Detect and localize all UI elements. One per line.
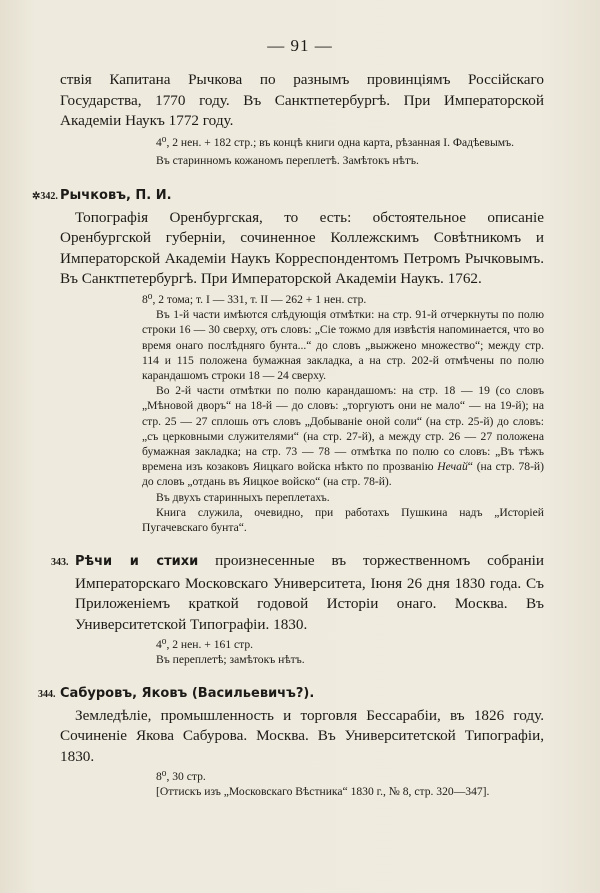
entry-physical-description: 4⁰, 2 нен. + 161 стр. <box>156 638 254 652</box>
entry-344 <box>38 684 544 800</box>
entry-heading <box>32 186 544 206</box>
entry-binding-note: Въ двухъ старинныхъ переплетахъ. <box>156 490 330 504</box>
entry-number: 344. <box>38 688 56 700</box>
entry-binding-note: Въ переплетѣ; замѣтокъ нѣтъ. <box>156 653 305 667</box>
entry-title <box>51 551 544 635</box>
entry-title: Топографія Оренбургская, то есть: обстоятельное описаніе Оренбургской губерніи, сочиненное Коллежскимъ Совѣтникомъ и Императорской Академіи Наукъ Корреспондентомъ Петромъ Рычковымъ. Въ Санктпетербургѣ. При Императорской Академіи Наукъ. 1762. <box>60 208 544 288</box>
entry-343 <box>51 551 544 667</box>
note-text-c: “ (на стр. 78-й) до словъ „отдань въ Яицкое войско“ (на стр. 78-й). <box>142 460 544 489</box>
entry-title-rest: произнесенные въ торжественномъ собраніи Императорскаго Московскаго Университета, Іюня 26 дня 1830 года. Съ Приложеніемъ краткой годовой Исторіи онаго. Москва. Въ Университетской Типографіи. 1830. <box>75 552 544 633</box>
entry-number: 343. <box>51 557 69 569</box>
note-text-emphasis: Нечай <box>437 460 468 474</box>
page-number: — 91 — <box>267 36 333 55</box>
entry-author: Рычковъ, П. И. <box>60 187 172 203</box>
entry-heading <box>38 684 544 704</box>
entry-title-continued: ствія Капитана Рычкова по разнымъ провинціямъ Россійскаго Государства, 1770 году. Въ Санктпетербургѣ. При Императорской Академіи Наукъ 1772 году. <box>60 71 544 129</box>
entry-binding-note: Въ старинномъ кожаномъ переплетѣ. Замѣтокъ нѣтъ. <box>156 153 419 167</box>
entry-author: Сабуровъ, Яковъ (Васильевичъ?). <box>60 685 315 701</box>
entry-note-part1: Въ 1-й части имѣются слѣдующія отмѣтки: на стр. 91-й отчеркнуты по полю строки 16 — 30 сверху, отъ словъ: „Сіе тожмо для извѣстія напоминается, что во время онаго послѣдняго бунта...“ до словъ „выжжено множество“; между стр. 114 и 115 положена бумажная закладка, а на стр. 202-й отмѣчены по полю карандашомъ строки 18 — 24 сверху. <box>142 308 544 382</box>
entry-physical-description: 8⁰, 2 тома; т. I — 331, т. II — 262 + 1 нен. стр. <box>142 292 367 306</box>
entry-342 <box>32 186 544 535</box>
entry-notes <box>142 292 544 535</box>
entry-physical-description: 4⁰, 2 нен. + 182 стр.; въ концѣ книги одна карта, рѣзанная І. Фадѣевымъ. <box>156 135 515 149</box>
entry-number: ✲342. <box>32 190 58 202</box>
entry-source-note: [Оттискъ изъ „Московскаго Вѣстника“ 1830 г., № 8, стр. 320—347]. <box>156 785 490 799</box>
entry-continuation <box>60 70 544 168</box>
entry-title: Земледѣліе, промышленность и торговля Бессарабіи, въ 1826 году. Сочиненіе Якова Сабурова. Москва. Въ Университетской Типографіи, 1830. <box>60 706 544 765</box>
entry-physical-description: 8⁰, 30 стр. <box>156 770 206 784</box>
entry-note-part2 <box>142 383 544 489</box>
entry-heading: Рѣчи и стихи <box>75 554 199 570</box>
note-text-a: Во 2-й части отмѣтки по полю карандашомъ: на стр. 18 — 19 (со словъ „Мѣновой дворъ“ на 18-й — до словъ: „торгуютъ они не мало“ — на 19-й); на стр. 25 — 27 сплошь отъ словъ „Добываніе оной соли“ (на стр. 25-й) до словъ: „съ церковными служителями“ (на стр. 27-й), а между стр. 26 — 27 положена бумажная закладка; на стр. 73 — 78 — отмѣтка по полю со словъ: „Въ тѣжъ времена изъ козаковъ Яицкаго войска нѣкто по прозванію <box>142 384 544 474</box>
page-content <box>32 70 544 799</box>
entry-remark: Книга служила, очевидно, при работахъ Пушкина надъ „Исторіей Пугачевскаго бунта“. <box>142 505 544 534</box>
